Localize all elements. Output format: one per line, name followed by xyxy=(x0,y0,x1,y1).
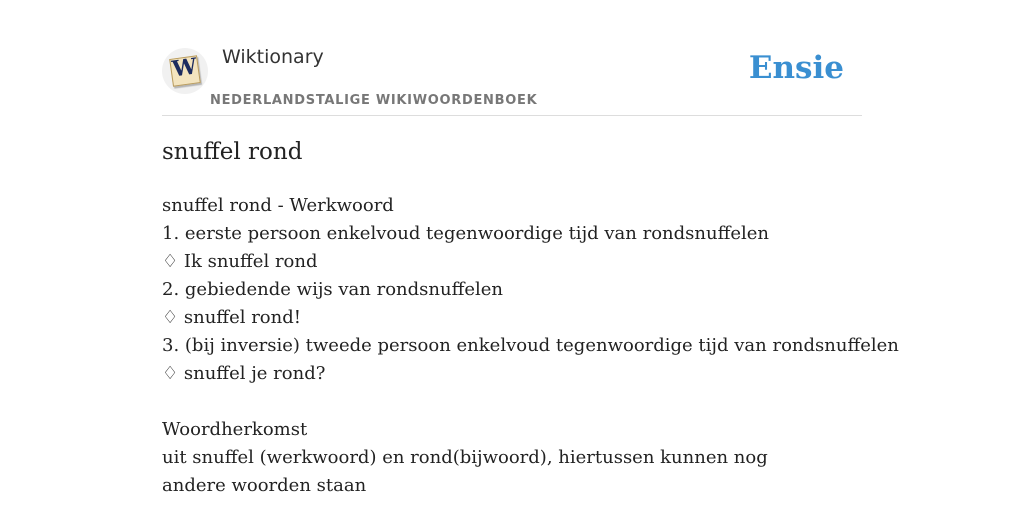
entry-content xyxy=(162,192,899,500)
logo-tile xyxy=(169,55,201,87)
sense-example: ♢ Ik snuffel rond xyxy=(162,251,318,272)
sense-definition: 3. (bij inversie) tweede persoon enkelvoud tegenwoordige tijd van rondsnuffelen xyxy=(162,335,899,356)
site-header xyxy=(162,44,862,116)
ensie-brand-link[interactable]: Ensie xyxy=(748,50,844,86)
sense-definition: 2. gebiedende wijs van rondsnuffelen xyxy=(162,279,504,300)
sense-definition: 1. eerste persoon enkelvoud tegenwoordige tijd van rondsnuffelen xyxy=(162,223,770,244)
site-name[interactable]: Wiktionary xyxy=(222,46,324,68)
entry-heading: snuffel rond - Werkwoord xyxy=(162,195,394,216)
site-tagline: NEDERLANDSTALIGE WIKIWOORDENBOEK xyxy=(210,93,538,108)
etymology-heading: Woordherkomst xyxy=(162,419,308,440)
etymology-text: uit snuffel (werkwoord) en rond(bijwoord), hiertussen kunnen nog andere woorden staan xyxy=(162,447,768,496)
page-title: snuffel rond xyxy=(162,139,303,165)
sense-example: ♢ snuffel rond! xyxy=(162,307,301,328)
logo-letter: W xyxy=(170,53,199,83)
spacer xyxy=(162,388,862,416)
wiktionary-logo-icon[interactable] xyxy=(162,48,208,94)
sense-example: ♢ snuffel je rond? xyxy=(162,363,326,384)
